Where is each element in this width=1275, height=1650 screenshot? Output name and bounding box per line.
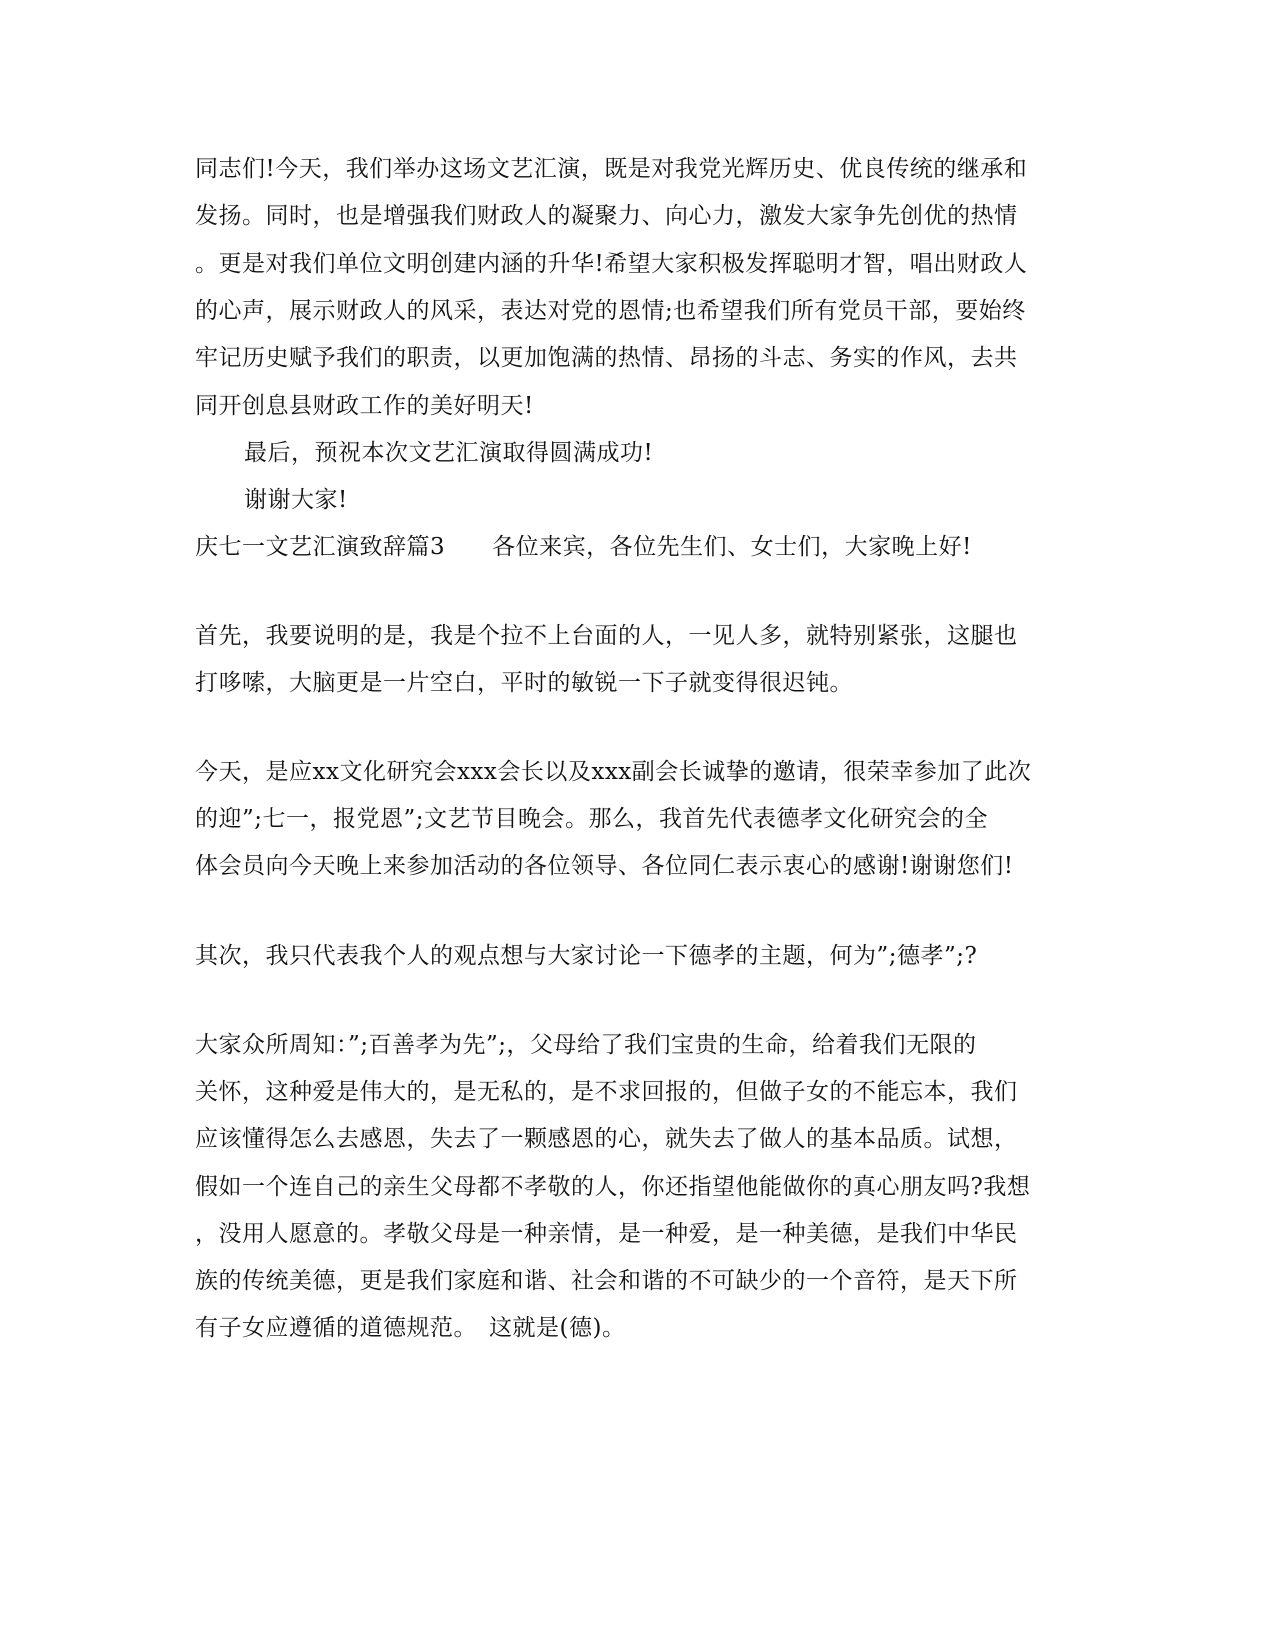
section-heading-line: 庆七一文艺汇演致辞篇3 各位来宾，各位先生们、女士们，大家晚上好!	[195, 534, 972, 560]
text-line: 牢记历史赋予我们的职责，以更加饱满的热情、昂扬的斗志、务实的作风，去共	[195, 345, 1018, 371]
text-line: 发扬。同时，也是增强我们财政人的凝聚力、向心力，激发大家争先创优的热情	[195, 203, 1018, 229]
text-line: 大家众所周知：”;百善孝为先”;，父母给了我们宝贵的生命，给着我们无限的	[195, 1032, 977, 1058]
text-line: 打哆嗦，大脑更是一片空白，平时的敏锐一下子就变得很迟钝。	[195, 670, 853, 696]
text-line: 同开创息县财政工作的美好明天!	[195, 393, 534, 419]
text-line: 的心声，展示财政人的风采，表达对党的恩情;也希望我们所有党员干部，要始终	[195, 298, 1026, 324]
text-line: 关怀，这种爱是伟大的，是无私的，是不求回报的，但做子女的不能忘本，我们	[195, 1079, 1018, 1105]
text-line: 应该懂得怎么去感恩，失去了一颗感恩的心，就失去了做人的基本品质。试想，	[195, 1126, 1018, 1152]
text-line: 体会员向今天晚上来参加活动的各位领导、各位同仁表示衷心的感谢!谢谢您们!	[195, 853, 1014, 879]
text-line: 的迎”;七一，报党恩”;文艺节目晚会。那么，我首先代表德孝文化研究会的全	[195, 806, 989, 832]
text-line: 假如一个连自己的亲生父母都不孝敬的人，你还指望他能做你的真心朋友吗?我想	[195, 1174, 1031, 1200]
text-line: 。更是对我们单位文明创建内涵的升华!希望大家积极发挥聪明才智，唱出财政人	[195, 251, 1028, 277]
text-line: 谢谢大家!	[244, 487, 348, 513]
text-line: 其次，我只代表我个人的观点想与大家讨论一下德孝的主题，何为”;德孝”;?	[195, 943, 978, 969]
text-line: 今天，是应xx文化研究会xxx会长以及xxx副会长诚挚的邀请，很荣幸参加了此次	[195, 759, 1032, 785]
text-line: 同志们!今天，我们举办这场文艺汇演，既是对我党光辉历史、优良传统的继承和	[195, 156, 1028, 182]
text-line: ，没用人愿意的。孝敬父母是一种亲情，是一种爱，是一种美德，是我们中华民	[195, 1221, 1018, 1247]
text-line: 有子女应遵循的道德规范。 这就是(德)。	[195, 1315, 626, 1341]
text-line: 族的传统美德，更是我们家庭和谐、社会和谐的不可缺少的一个音符，是天下所	[195, 1268, 1018, 1294]
text-line: 首先，我要说明的是，我是个拉不上台面的人，一见人多，就特别紧张，这腿也	[195, 623, 1018, 649]
text-line: 最后，预祝本次文艺汇演取得圆满成功!	[244, 440, 654, 466]
